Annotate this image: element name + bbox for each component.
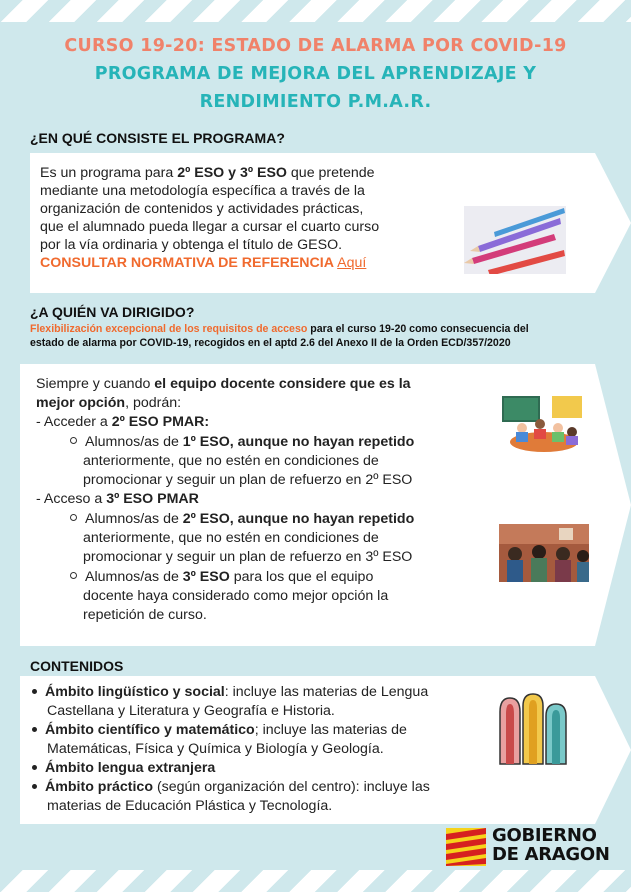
list-item-line: docente haya considerado como mejor opción la <box>83 588 389 604</box>
target-intro-line-2: mejor opción, podrán: <box>36 395 182 411</box>
list-item: Ámbito lingüístico y social: incluye las materias de Lengua <box>32 684 428 700</box>
list-item: Alumnos/as de 1º ESO, aunque no hayan repetido <box>70 434 414 450</box>
access-3eso-pmar: - Acceso a 3º ESO PMAR <box>36 491 199 507</box>
list-item: Alumnos/as de 3º ESO para los que el equipo <box>70 569 373 585</box>
title-line-1: CURSO 19-20: ESTADO DE ALARMA POR COVID-19 <box>64 36 567 56</box>
target-intro: Siempre y cuando el equipo docente considere que es la <box>36 376 411 392</box>
list-item-line: anteriormente, que no estén en condiciones de <box>83 530 379 546</box>
colored-pencils-image <box>464 206 566 274</box>
consult-normative-label: CONSULTAR NORMATIVA DE REFERENCIA <box>40 255 334 271</box>
gobierno-aragon-logo <box>446 825 626 868</box>
program-description: Es un programa para 2º ESO y 3º ESO que pretende mediante una metodología específica a través de la organización de contenidos y actividades prácticas, que el alumnado pueda llegar a cursar el cuarto curso por la vía ordinaria y obtenga el título de GESO. CONSULTAR NORMATIVA DE REFERENCIA Aquí <box>40 165 380 271</box>
access-2eso-pmar: - Acceder a 2º ESO PMAR: <box>36 414 210 430</box>
list-item-line: repetición de curso. <box>83 607 207 623</box>
classroom-illustration <box>500 394 588 456</box>
list-item: Ámbito práctico (según organización del centro): incluye las <box>32 779 430 795</box>
books-illustration <box>496 692 570 768</box>
normative-link[interactable]: Aquí <box>337 255 367 271</box>
title-line-2: PROGRAMA DE MEJORA DEL APRENDIZAJE Y <box>94 64 537 84</box>
list-item-line: Castellana y Literatura y Geografía e Historia. <box>47 703 335 719</box>
target-subtitle: Flexibilización excepcional de los requisitos de acceso para el curso 19-20 como consecuencia del estado de alarma por COVID-19, recogidos en el aptd 2.6 del Anexo II de la Orden ECD/357/2020 <box>30 323 529 349</box>
list-item-line: anteriormente, que no estén en condiciones de <box>83 453 379 469</box>
list-item-line: promocionar y seguir un plan de refuerzo en 2º ESO <box>83 472 413 488</box>
top-stripe-border <box>0 0 631 22</box>
section-heading-program: ¿EN QUÉ CONSISTE EL PROGRAMA? <box>30 130 285 146</box>
students-photo <box>499 524 589 582</box>
aragon-flag-icon <box>446 828 486 866</box>
list-item-line: materias de Educación Plástica y Tecnología. <box>47 798 333 814</box>
list-item: Ámbito científico y matemático; incluye las materias de <box>32 722 407 738</box>
list-item: Alumnos/as de 2º ESO, aunque no hayan repetido <box>70 511 414 527</box>
section-heading-target: ¿A QUIÉN VA DIRIGIDO? <box>30 304 195 320</box>
section-heading-contents: CONTENIDOS <box>30 658 124 674</box>
list-item-line: Matemáticas, Física y Química y Biología y Geología. <box>47 741 384 757</box>
list-item-line: promocionar y seguir un plan de refuerzo en 3º ESO <box>83 549 413 565</box>
bottom-stripe-border <box>0 870 631 892</box>
title-line-3: RENDIMIENTO P.M.A.R. <box>199 92 432 112</box>
logo-text: GOBIERNO DE ARAGON <box>492 825 610 865</box>
list-item: Ámbito lengua extranjera <box>32 760 215 776</box>
